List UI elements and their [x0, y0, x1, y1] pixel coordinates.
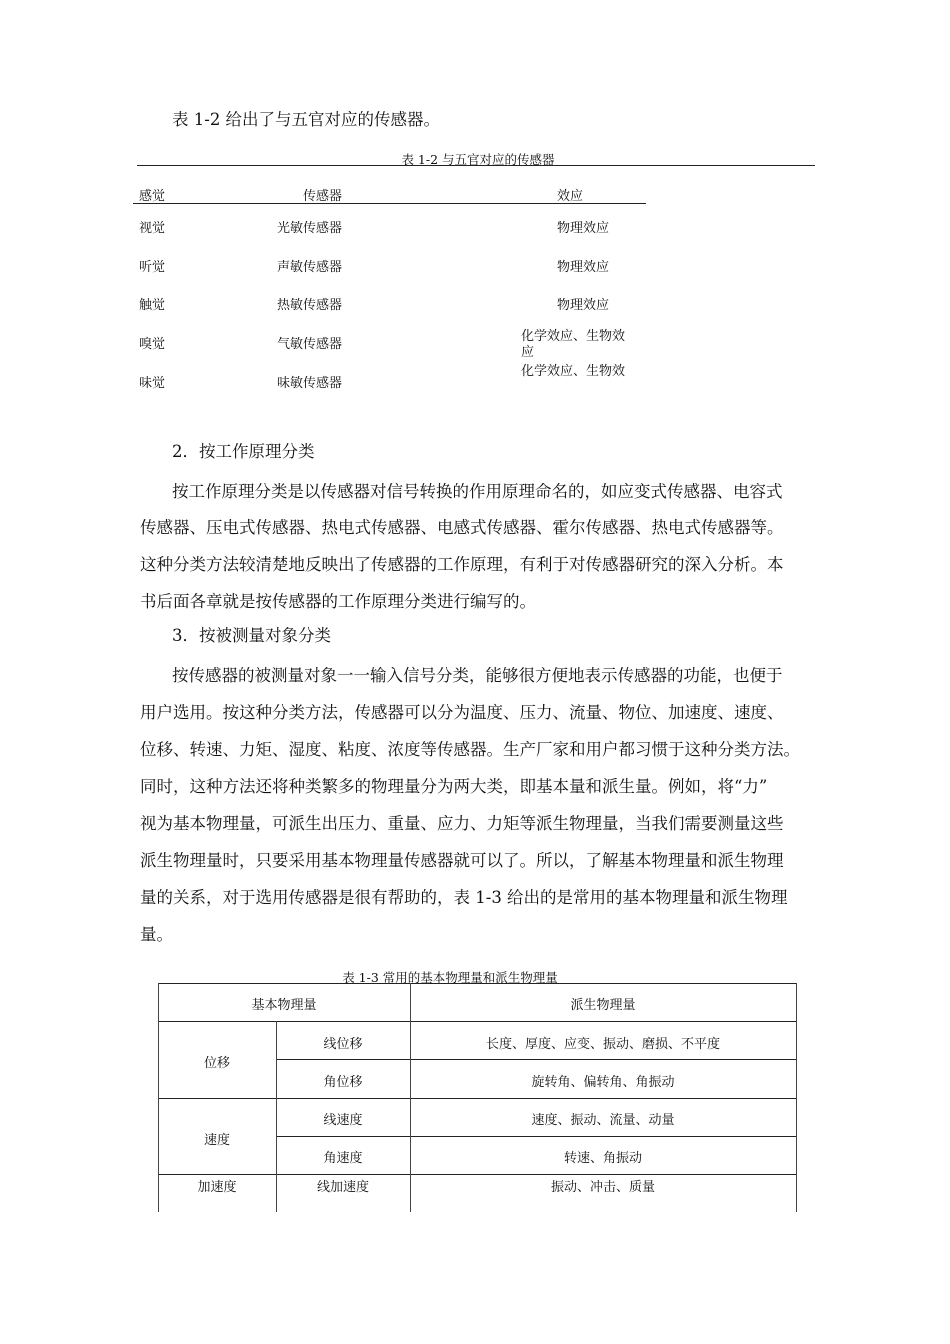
table-row-effect: 物理效应: [557, 260, 610, 275]
section-3-line: 量。: [140, 925, 173, 944]
table-1-2-header-sensor: 传感器: [303, 189, 343, 204]
table-1-2-header-effect: 效应: [557, 189, 584, 204]
section-3-line: 派生物理量时，只要采用基本物理量传感器就可以了。所以，了解基本物理量和派生物理: [140, 851, 784, 870]
table-row-effect-line2: 应: [521, 345, 535, 360]
table-row-sense: 听觉: [139, 260, 166, 275]
table-1-3-rule: [276, 1136, 796, 1137]
table-1-3-rule: [158, 1021, 796, 1022]
table-1-3-header-derived: 派生物理量: [570, 998, 636, 1013]
table-1-3-group-name: 速度: [203, 1133, 230, 1148]
table-1-3-derived: 长度、厚度、应变、振动、磨损、不平度: [485, 1037, 720, 1052]
table-1-2-caption: 表 1-2 与五官对应的传感器: [401, 152, 555, 167]
table-1-3-rule: [158, 1174, 796, 1175]
section-3-line: 同时，这种方法还将种类繁多的物理量分为两大类，即基本量和派生量。例如，将“力”: [140, 777, 768, 796]
table-1-3-derived: 振动、冲击、质量: [550, 1180, 655, 1195]
table-1-3-sub: 线速度: [323, 1113, 363, 1128]
table-1-3-sub: 线位移: [323, 1037, 363, 1052]
table-1-3-sub: 角速度: [323, 1151, 363, 1166]
table-row-sense: 味觉: [139, 376, 166, 391]
table-1-3-border-right: [796, 983, 797, 1212]
table-1-3-derived: 旋转角、偏转角、角振动: [531, 1075, 675, 1090]
table-row-effect-clipped: [521, 360, 625, 384]
section-2-heading: 2．按工作原理分类: [172, 442, 315, 461]
table-row-sensor: 气敏传感器: [277, 337, 343, 352]
table-row-sense: 嗅觉: [139, 337, 166, 352]
section-3-line: 视为基本物理量，可派生出压力、重量、应力、力矩等派生物理量，当我们需要测量这些: [140, 814, 784, 833]
section-3-line: 按传感器的被测量对象一一输入信号分类，能够很方便地表示传感器的功能，也便于: [172, 666, 783, 685]
table-row-sensor: 光敏传感器: [277, 221, 343, 236]
table-1-2-top-rule: [137, 165, 815, 166]
table-1-3-group-name: 加速度: [197, 1180, 237, 1195]
section-2-line: 传感器、压电式传感器、热电式传感器、电感式传感器、霍尔传感器、热电式传感器等。: [140, 518, 784, 537]
table-1-2-header-sense: 感觉: [139, 189, 166, 204]
table-1-3-header-basic: 基本物理量: [251, 998, 317, 1013]
table-row-effect-line1: 化学效应、生物效: [521, 329, 626, 344]
table-row-effect: 物理效应: [557, 298, 610, 313]
table-1-3-sub: 线加速度: [316, 1180, 369, 1195]
section-2-line: 按工作原理分类是以传感器对信号转换的作用原理命名的，如应变式传感器、电容式: [172, 482, 783, 501]
table-row-sense: 触觉: [139, 298, 166, 313]
section-3-heading: 3．按被测量对象分类: [172, 626, 331, 645]
table-row-sensor: 味敏传感器: [277, 376, 343, 391]
section-3-line: 量的关系，对于选用传感器是很有帮助的，表 1-3 给出的是常用的基本物理量和派生物理: [140, 888, 788, 907]
table-1-3-rule: [158, 1098, 796, 1099]
section-3-line: 用户选用。按这种分类方法，传感器可以分为温度、压力、流量、物位、加速度、速度、: [140, 703, 784, 722]
table-1-3-caption: 表 1-3 常用的基本物理量和派生物理量: [342, 970, 558, 985]
table-1-3-derived: 速度、振动、流量、动量: [531, 1113, 675, 1128]
table-1-3-group-name: 位移: [203, 1056, 230, 1071]
table-row-sensor: 声敏传感器: [277, 260, 343, 275]
table-1-3-rule: [276, 1059, 796, 1060]
table-1-3-rule: [158, 983, 796, 984]
intro-text: 表 1-2 给出了与五官对应的传感器。: [172, 110, 441, 129]
table-row-effect-line1: 化学效应、生物效: [521, 364, 626, 379]
table-row-sense: 视觉: [139, 221, 166, 236]
section-3-line: 位移、转速、力矩、湿度、粘度、浓度等传感器。生产厂家和用户都习惯于这种分类方法。: [140, 740, 800, 759]
table-1-3-sub: 角位移: [323, 1075, 363, 1090]
table-row-sensor: 热敏传感器: [277, 298, 343, 313]
section-2-line: 书后面各章就是按传感器的工作原理分类进行编写的。: [140, 592, 536, 611]
section-2-line: 这种分类方法较清楚地反映出了传感器的工作原理，有利于对传感器研究的深入分析。本: [140, 555, 784, 574]
table-1-3-derived: 转速、角振动: [563, 1151, 642, 1166]
table-1-2-header-rule: [133, 203, 646, 204]
table-row-effect: 物理效应: [557, 221, 610, 236]
